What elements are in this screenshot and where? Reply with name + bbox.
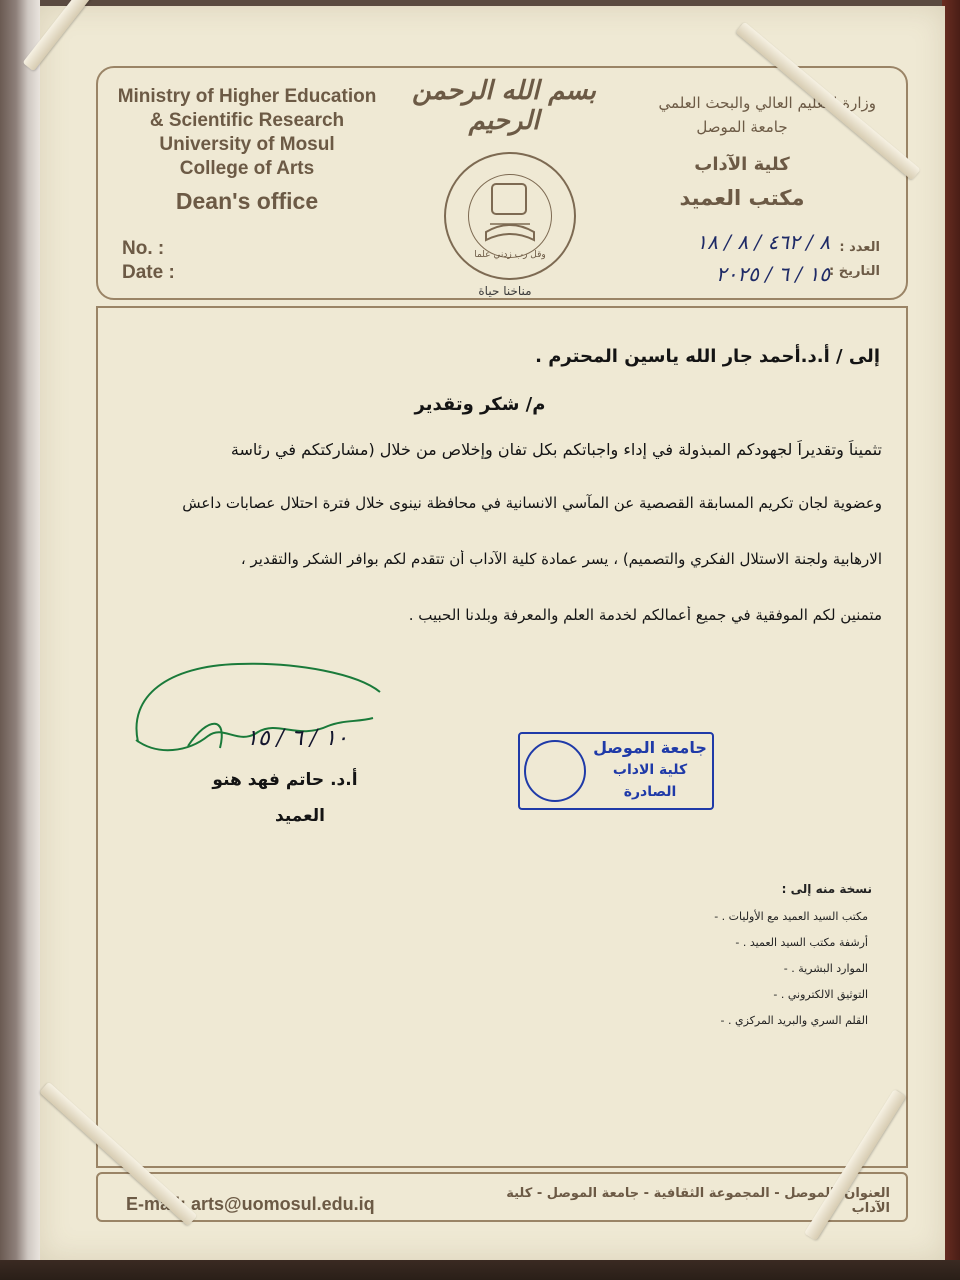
footer-address: العنوان: الموصل - المجموعة الثقافية - جامعة الموصل - كلية الآداب — [506, 1186, 890, 1216]
number-label-ar: العدد : — [839, 240, 880, 255]
basmala-calligraphy: بسم الله الرحمن الرحيم — [412, 76, 596, 136]
recipient-line: إلى / أ.د.أحمد جار الله ياسين المحترم . — [535, 346, 880, 367]
stamp-seal-icon — [524, 740, 586, 802]
paragraph-line-2: وعضوية لجان تكريم المسابقة القصصية عن المآسي الانسانية في محافظة نينوى خلال فترة احتلال عصابات داعش — [182, 494, 882, 512]
signatory-title: العميد — [275, 806, 325, 826]
paragraph-line-1: تثميناً وتقديراً لجهودكم المبذولة في إداء واجباتكم بكل تفانٍ وإخلاص من خلال (مشاركتكم في رئاسة — [230, 440, 882, 459]
copy-item-text: القلم السري والبريد المركزي . — [727, 1014, 868, 1027]
binder-left-edge — [0, 0, 40, 1280]
stamp-line-1: جامعة الموصل — [593, 738, 707, 757]
list-item: أرشفة مكتب السيد العميد . - — [735, 936, 868, 949]
college-ar: كلية الآداب — [694, 154, 790, 175]
university-ar: جامعة الموصل — [696, 118, 788, 136]
date-label-en: Date : — [122, 262, 175, 283]
stamp-line-3: الصادرة — [623, 784, 677, 800]
university-line: University of Mosul — [159, 134, 335, 155]
ministry-line-1: Ministry of Higher Education — [117, 86, 377, 107]
copy-item-text: التوثيق الالكتروني . — [780, 988, 868, 1001]
binder-bottom-edge — [0, 1260, 960, 1280]
signatory-name: أ.د. حاتم فهد هنو — [212, 770, 358, 790]
seal-caption: مناخنا حياة — [478, 284, 532, 298]
stamp-line-2: كلية الاداب — [612, 762, 688, 778]
list-item: التوثيق الالكتروني . - — [773, 988, 868, 1001]
date-label-ar: التاريخ : — [829, 264, 880, 279]
letter-number-handwritten: ٨ / ٤٦٢ / ٨ / ١٨ — [696, 230, 830, 254]
number-label-en: No. : — [122, 238, 165, 259]
ministry-ar: وزارة التعليم العالي والبحث العلمي — [658, 94, 876, 112]
list-item: مكتب السيد العميد مع الأوليات . - — [714, 910, 868, 923]
copy-item-text: أرشفة مكتب السيد العميد . — [742, 936, 868, 949]
ministry-line-2: & Scientific Research — [149, 110, 345, 131]
letter-date-handwritten: ١٥ / ٦ / ٢٠٢٥ — [715, 262, 830, 286]
list-item: الموارد البشرية . - — [783, 962, 868, 975]
copy-item-text: الموارد البشرية . — [791, 962, 868, 975]
signature-date-handwritten: ١٠ / ٦ / ١٥ — [246, 726, 348, 751]
college-line: College of Arts — [179, 158, 315, 179]
seal-motto: وقل رب زدني علما — [474, 250, 546, 260]
list-item: القلم السري والبريد المركزي . - — [720, 1014, 868, 1027]
subject-line: م/ شكر وتقدير — [414, 394, 546, 415]
copies-heading: نسخة منه إلى : — [781, 882, 872, 896]
deans-office-label: Dean's office — [175, 188, 319, 214]
university-seal-logo — [444, 152, 576, 280]
outgoing-stamp — [518, 732, 714, 810]
paragraph-line-3: الارهابية ولجنة الاستلال الفكري والتصميم) ، يسر عمادة كلية الآداب أن تتقدم لكم بوافر الشكر والتقدير ، — [240, 550, 882, 568]
copy-item-text: مكتب السيد العميد مع الأوليات . — [721, 910, 868, 923]
footer-email[interactable]: E-mail: arts@uomosul.edu.iq — [126, 1194, 375, 1214]
deans-office-ar: مكتب العميد — [679, 186, 805, 210]
paragraph-line-4: متمنين لكم الموفقية في جميع أعمالكم لخدمة العلم والمعرفة وبلدنا الحبيب . — [408, 606, 882, 624]
